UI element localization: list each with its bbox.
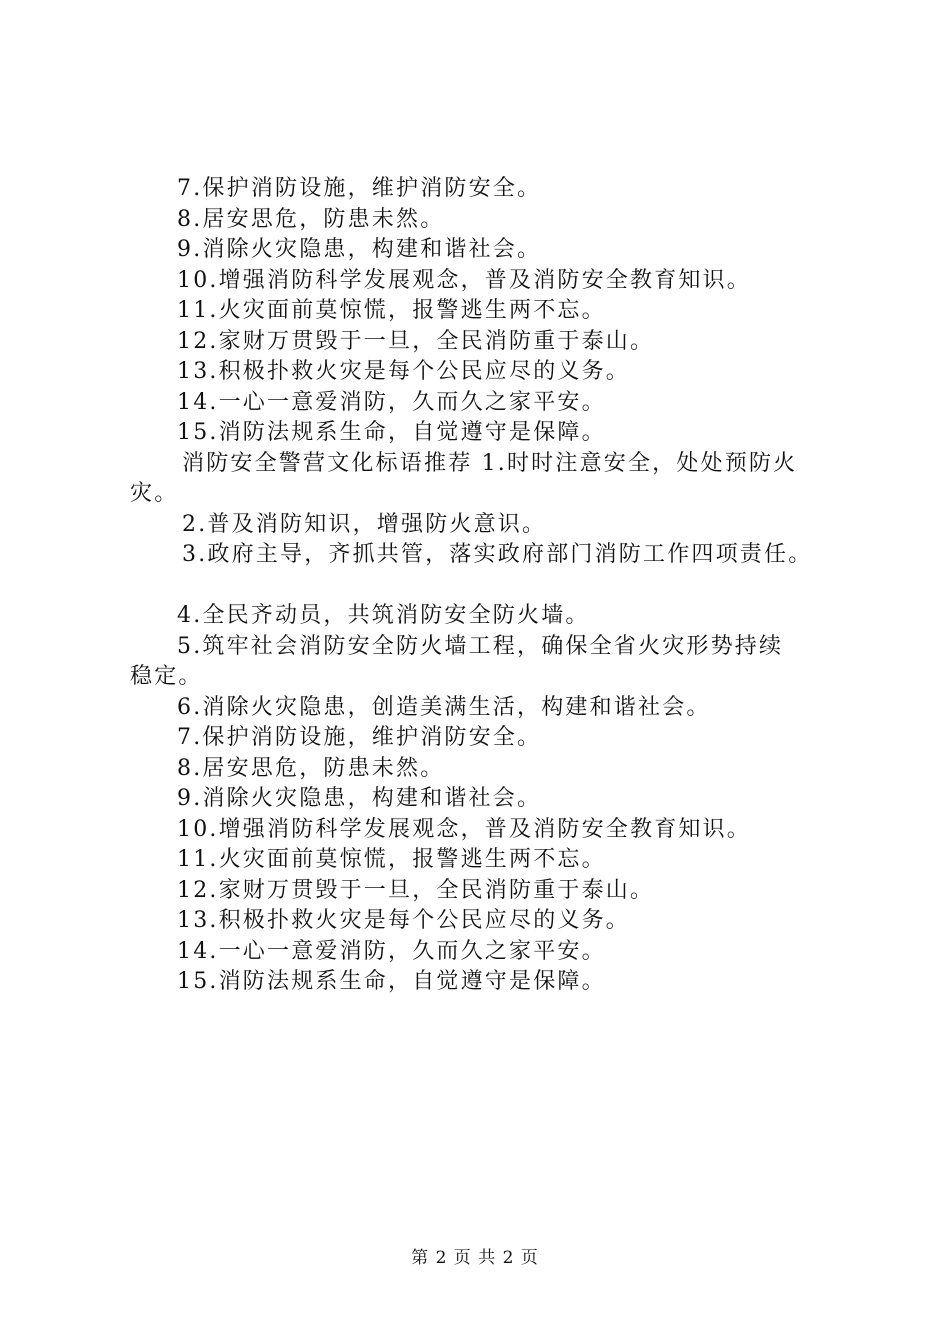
- slogan-line: 12.家财万贯毁于一旦，全民消防重于泰山。: [177, 877, 655, 903]
- slogan-line: 6.消除火灾隐患，创造美满生活，构建和谐社会。: [177, 694, 711, 720]
- slogan-line: 15.消防法规系生命，自觉遵守是保障。: [177, 969, 606, 994]
- slogan-line: 5.筑牢社会消防安全防火墙工程，确保全省火灾形势持续: [177, 633, 784, 659]
- slogan-line: 4.全民齐动员，共筑消防安全防火墙。: [177, 603, 590, 628]
- slogan-line: 15.消防法规系生命，自觉遵守是保障。: [177, 420, 606, 445]
- slogan-line: 8.居安思危，防患未然。: [177, 206, 445, 232]
- document-body: [130, 174, 850, 998]
- page-footer: 第 2 页 共 2 页: [411, 1248, 539, 1268]
- slogan-line: 13.积极扑救火灾是每个公民应尽的义务。: [177, 908, 630, 933]
- slogan-line: 14.一心一意爱消防，久而久之家平安。: [177, 389, 606, 415]
- slogan-line: 3.政府主导，齐抓共管，落实政府部门消防工作四项责任。: [182, 542, 813, 567]
- slogan-line: 9.消除火灾隐患，构建和谐社会。: [177, 786, 542, 811]
- slogan-line: 11.火灾面前莫惊慌，报警逃生两不忘。: [177, 847, 606, 872]
- slogan-line: 10.增强消防科学发展观念，普及消防安全教育知识。: [177, 267, 751, 293]
- slogan-line: 13.积极扑救火灾是每个公民应尽的义务。: [177, 359, 630, 384]
- slogan-line: 7.保护消防设施，维护消防安全。: [177, 725, 542, 750]
- slogan-line: 2.普及消防知识，增强防火意识。: [182, 511, 547, 537]
- wrapped-line: 灾。: [130, 481, 179, 506]
- slogan-line: 7.保护消防设施，维护消防安全。: [177, 176, 542, 201]
- blank-line: [130, 571, 850, 602]
- slogan-line: 9.消除火灾隐患，构建和谐社会。: [177, 237, 542, 262]
- slogan-line: 8.居安思危，防患未然。: [177, 755, 445, 781]
- slogan-line: 10.增强消防科学发展观念，普及消防安全教育知识。: [177, 816, 751, 842]
- slogan-line: 14.一心一意爱消防，久而久之家平安。: [177, 938, 606, 964]
- section-heading-line: 消防安全警营文化标语推荐 1.时时注意安全，处处预防火: [182, 450, 798, 476]
- slogan-line: 12.家财万贯毁于一旦，全民消防重于泰山。: [177, 328, 655, 354]
- wrapped-line: 稳定。: [130, 664, 203, 689]
- slogan-line: 11.火灾面前莫惊慌，报警逃生两不忘。: [177, 298, 606, 323]
